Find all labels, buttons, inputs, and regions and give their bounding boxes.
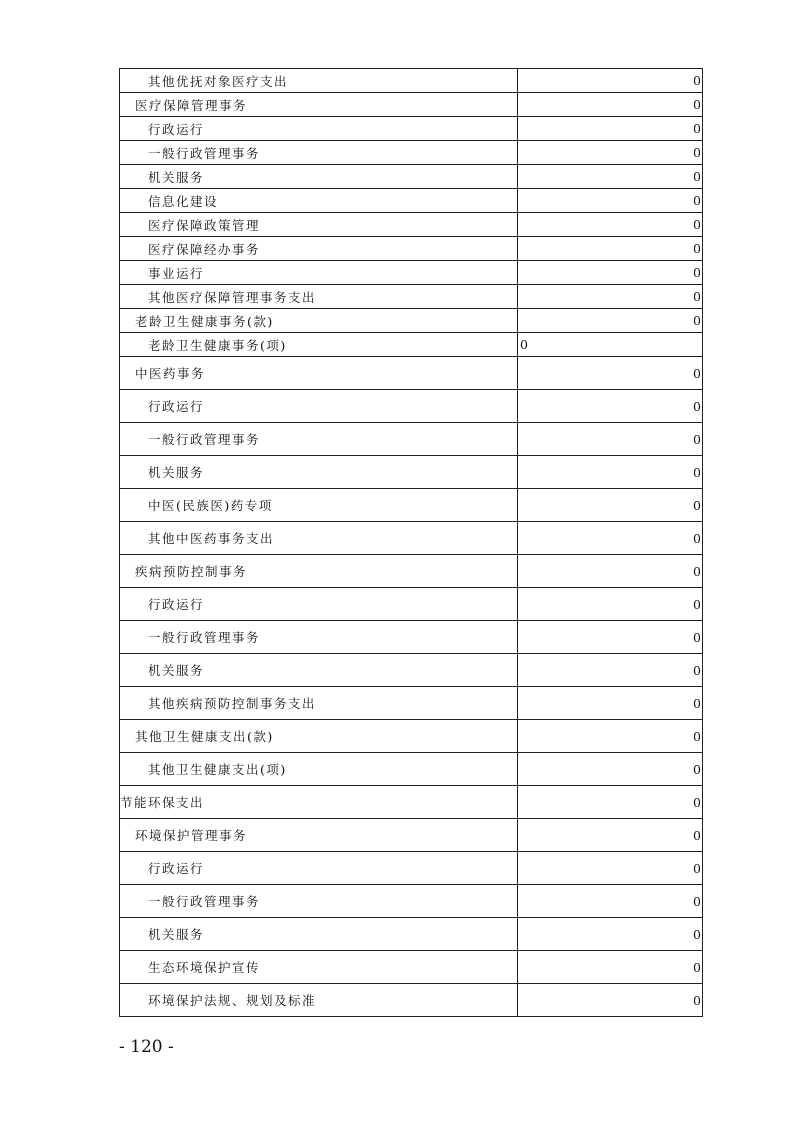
row-label: 一般行政管理事务 (148, 145, 261, 161)
row-value: 0 (518, 309, 703, 333)
table-row (120, 165, 703, 189)
row-value: 0 (518, 522, 703, 555)
row-label-cell (120, 720, 518, 753)
table-row (120, 390, 703, 423)
row-value: 0 (518, 984, 703, 1017)
table-row (120, 357, 703, 390)
row-label: 其他卫生健康支出(项) (148, 762, 287, 777)
row-label-cell (120, 69, 518, 93)
row-label: 生态环境保护宣传 (148, 960, 261, 975)
row-label: 老龄卫生健康事务(款) (135, 313, 274, 329)
table-row (120, 621, 703, 654)
row-label: 行政运行 (148, 861, 205, 876)
table-row (120, 285, 703, 309)
row-label: 医疗保障政策管理 (148, 217, 261, 233)
row-label: 机关服务 (148, 465, 205, 480)
row-label-cell (120, 117, 518, 141)
row-label: 疾病预防控制事务 (135, 564, 248, 579)
row-label-cell (120, 93, 518, 117)
row-label-cell (120, 213, 518, 237)
row-label-cell (120, 309, 518, 333)
row-label-cell (120, 819, 518, 852)
table-row (120, 852, 703, 885)
table-row (120, 141, 703, 165)
row-label-cell (120, 687, 518, 720)
row-value: 0 (518, 885, 703, 918)
row-label-cell (120, 621, 518, 654)
row-label: 机关服务 (148, 169, 205, 185)
row-label-cell (120, 753, 518, 786)
row-label: 节能环保支出 (120, 795, 205, 810)
table-row (120, 522, 703, 555)
row-value: 0 (518, 237, 703, 261)
row-label-cell (120, 951, 518, 984)
row-label: 中医药事务 (135, 366, 206, 381)
table-row (120, 333, 703, 357)
row-value: 0 (518, 390, 703, 423)
table-row (120, 69, 703, 93)
row-value: 0 (518, 588, 703, 621)
row-label: 医疗保障经办事务 (148, 241, 261, 257)
row-value: 0 (518, 357, 703, 390)
row-label-cell (120, 984, 518, 1017)
row-value: 0 (518, 654, 703, 687)
row-label-cell (120, 141, 518, 165)
row-label-cell (120, 786, 518, 819)
row-label-cell (120, 357, 518, 390)
table-row (120, 786, 703, 819)
row-label-cell (120, 654, 518, 687)
row-value: 0 (518, 621, 703, 654)
row-label: 机关服务 (148, 663, 205, 678)
row-label: 行政运行 (148, 121, 205, 137)
row-value: 0 (518, 687, 703, 720)
row-value: 0 (518, 456, 703, 489)
row-value: 0 (518, 189, 703, 213)
row-label-cell (120, 189, 518, 213)
table-row (120, 309, 703, 333)
table-row (120, 984, 703, 1017)
row-label-cell (120, 165, 518, 189)
row-label: 一般行政管理事务 (148, 894, 261, 909)
row-value: 0 (518, 285, 703, 309)
row-label-cell (120, 390, 518, 423)
row-label-cell (120, 285, 518, 309)
table-row (120, 885, 703, 918)
row-label: 其他疾病预防控制事务支出 (148, 696, 317, 711)
row-label: 行政运行 (148, 399, 205, 414)
row-label: 医疗保障管理事务 (135, 97, 248, 113)
table-row (120, 720, 703, 753)
row-value: 0 (518, 333, 703, 357)
table-row (120, 423, 703, 456)
row-label: 老龄卫生健康事务(项) (148, 337, 287, 353)
table-row (120, 117, 703, 141)
table-row (120, 753, 703, 786)
row-label: 机关服务 (148, 927, 205, 942)
table-row (120, 555, 703, 588)
row-label: 行政运行 (148, 597, 205, 612)
table-row (120, 189, 703, 213)
row-label-cell (120, 423, 518, 456)
row-label: 中医(民族医)药专项 (148, 498, 273, 513)
table-row (120, 456, 703, 489)
row-label-cell (120, 885, 518, 918)
row-label: 环境保护法规、规划及标准 (148, 993, 317, 1008)
row-value: 0 (518, 213, 703, 237)
row-value: 0 (518, 93, 703, 117)
row-label: 其他医疗保障管理事务支出 (148, 289, 317, 305)
row-label-cell (120, 333, 518, 357)
row-label-cell (120, 852, 518, 885)
row-label: 事业运行 (148, 265, 205, 281)
table-row (120, 261, 703, 285)
row-label: 其他优抚对象医疗支出 (148, 73, 289, 89)
row-value: 0 (518, 261, 703, 285)
row-label-cell (120, 261, 518, 285)
row-label: 信息化建设 (148, 193, 219, 209)
table-row (120, 918, 703, 951)
row-label: 一般行政管理事务 (148, 630, 261, 645)
row-label-cell (120, 456, 518, 489)
row-label-cell (120, 489, 518, 522)
row-label: 其他中医药事务支出 (148, 531, 275, 546)
page-number: - 120 - (119, 1037, 174, 1057)
table-row (120, 951, 703, 984)
row-value: 0 (518, 819, 703, 852)
table-row (120, 654, 703, 687)
table-row (120, 819, 703, 852)
table-row (120, 213, 703, 237)
table-row (120, 687, 703, 720)
table-row (120, 237, 703, 261)
row-value: 0 (518, 720, 703, 753)
row-label: 环境保护管理事务 (135, 828, 248, 843)
table-row (120, 489, 703, 522)
row-value: 0 (518, 852, 703, 885)
expenditure-table (119, 68, 703, 1017)
table-row (120, 93, 703, 117)
row-label: 其他卫生健康支出(款) (135, 729, 274, 744)
row-label-cell (120, 918, 518, 951)
row-value: 0 (518, 69, 703, 93)
row-value: 0 (518, 786, 703, 819)
row-value: 0 (518, 918, 703, 951)
table-body (120, 69, 703, 1017)
row-label-cell (120, 588, 518, 621)
row-value: 0 (518, 165, 703, 189)
row-value: 0 (518, 141, 703, 165)
row-label: 一般行政管理事务 (148, 432, 261, 447)
row-value: 0 (518, 489, 703, 522)
row-value: 0 (518, 423, 703, 456)
row-label-cell (120, 555, 518, 588)
table-row (120, 588, 703, 621)
row-value: 0 (518, 951, 703, 984)
row-value: 0 (518, 753, 703, 786)
row-value: 0 (518, 555, 703, 588)
row-value: 0 (518, 117, 703, 141)
row-label-cell (120, 522, 518, 555)
row-label-cell (120, 237, 518, 261)
